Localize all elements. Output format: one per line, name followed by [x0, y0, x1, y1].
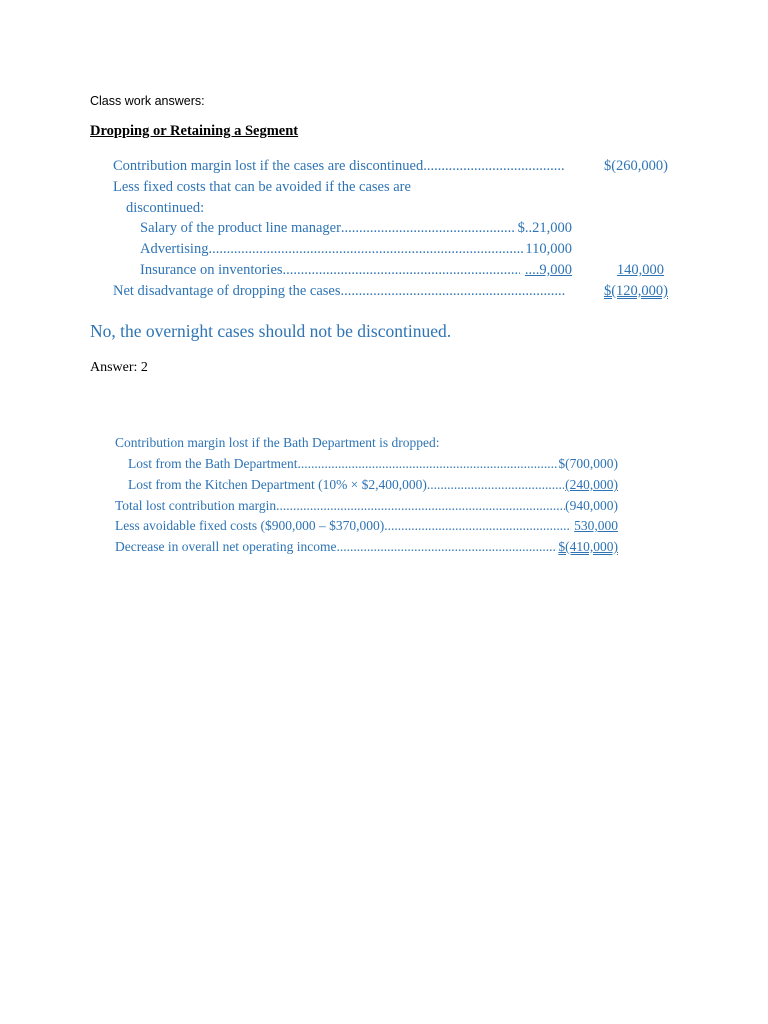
row-label: Salary of the product line manager	[140, 220, 341, 236]
row-amount: 110,000	[525, 241, 572, 257]
table-row	[128, 477, 564, 493]
row-label: Lost from the Bath Department	[128, 456, 298, 471]
row-total: $(120,000)	[603, 283, 668, 299]
row-amount: $..21,000	[517, 220, 572, 236]
row-label: Advertising	[140, 241, 209, 257]
row-value: $(410,000)	[558, 539, 618, 554]
row-label: Less fixed costs that can be avoided if the cases are	[113, 179, 411, 195]
table-row	[140, 241, 524, 258]
table-row	[113, 283, 565, 300]
table-row	[113, 158, 565, 175]
row-label: discontinued:	[126, 200, 205, 216]
row-label: Contribution margin lost if the Bath Department is dropped:	[115, 435, 440, 450]
table-row	[128, 456, 558, 472]
row-label: Lost from the Kitchen Department (10% × $2,400,000)	[128, 477, 427, 492]
row-label: Less avoidable fixed costs ($900,000 – $370,000)	[115, 518, 385, 533]
row-label: Net disadvantage of dropping the cases	[113, 283, 341, 299]
row-label: Insurance on inventories	[140, 262, 283, 278]
row-total: 140,000	[616, 262, 664, 278]
table-row	[115, 518, 571, 534]
row-value: (240,000)	[565, 477, 618, 492]
row-value: 530,000	[574, 518, 618, 533]
row-label: Decrease in overall net operating income	[115, 539, 337, 554]
table-row	[140, 220, 516, 237]
row-total: $(260,000)	[603, 158, 668, 174]
conclusion: No, the overnight cases should not be discontinued.	[90, 321, 452, 341]
row-value: $(700,000)	[558, 456, 618, 471]
row-value: (940,000)	[565, 498, 618, 513]
table-row	[115, 498, 565, 514]
class-work-heading: Class work answers:	[90, 94, 205, 108]
row-label: Total lost contribution margin	[115, 498, 277, 513]
table-row	[115, 539, 557, 555]
answer-2-label: Answer: 2	[90, 360, 148, 375]
row-label: Contribution margin lost if the cases are discontinued	[113, 158, 424, 174]
section-title: Dropping or Retaining a Segment	[90, 123, 299, 139]
row-amount: ....9,000	[524, 262, 572, 278]
table-row	[140, 262, 520, 279]
